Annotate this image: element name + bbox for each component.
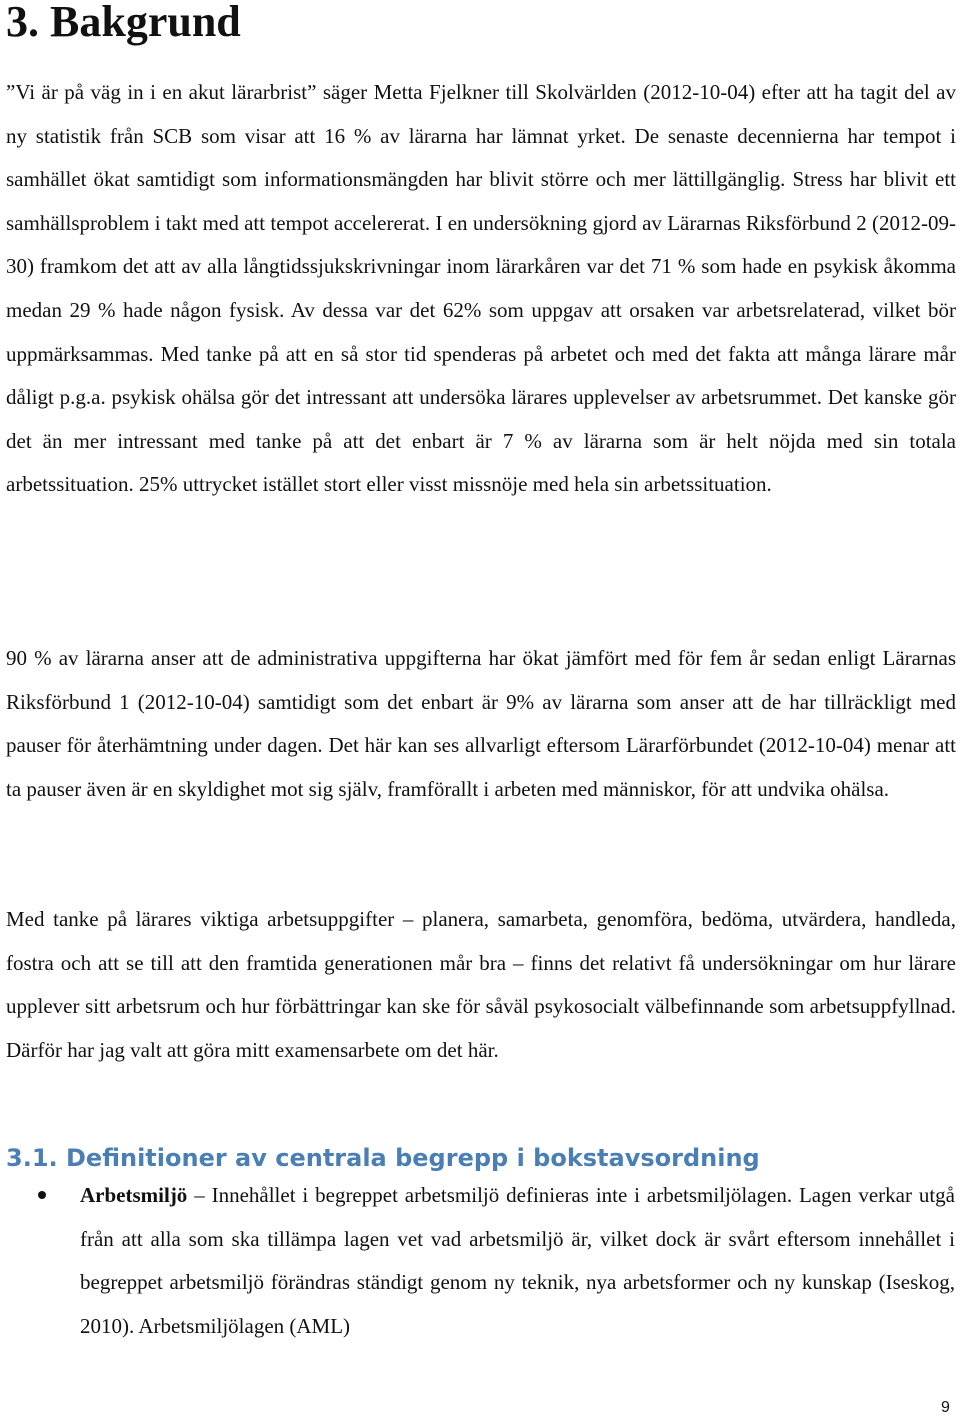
definition-list (0, 1174, 960, 1348)
body-paragraph: ”Vi är på väg in i en akut lärarbrist” säger Metta Fjelkner till Skolvärlden (2012-10-04) efter att ha tagit del av ny statistik från SCB som visar att 16 % av lärarna har lämnat yrket. De senaste decennierna har tempot i samhället ökat samtidigt som informationsmängden har blivit större och mer lättillgänglig. Stress har blivit ett samhällsproblem i takt med att tempot accelererat. I en undersökning gjord av Lärarnas Riksförbund 2 (2012-09-30) framkom det att av alla långtidssjukskrivningar inom lärarkåren var det 71 % som hade en psykisk åkomma medan 29 % hade någon fysisk. Av dessa var det 62% som uppgav att orsaken var arbetsrelaterad, vilket bör uppmärksammas. Med tanke på att en så stor tid spenderas på arbetet och med det fakta att många lärare mår dåligt p.g.a. psykisk ohälsa gör det intressant att undersöka lärares upplevelser av arbetsrummet. Det kanske gör det än mer intressant med tanke på att det enbart är 7 % av lärarna som är helt nöjda med sin totala arbetssituation. 25% uttrycket istället stort eller visst missnöje med hela sin arbetssituation. (6, 80, 956, 497)
page-number: 9 (941, 1399, 950, 1416)
body-paragraph: 90 % av lärarna anser att de administrativa uppgifterna har ökat jämfört med för fem år sedan enligt Lärarnas Riksförbund 1 (2012-10-04) samtidigt som det enbart är 9% av lärarna som anser att de har tillräckligt med pauser för återhämtning under dagen. Det här kan ses allvarligt eftersom Lärarförbundet (2012-10-04) menar att ta pauser även är en skyldighet mot sig själv, framförallt i arbeten med människor, för att undvika ohälsa. (6, 646, 956, 801)
body-paragraph: Med tanke på lärares viktiga arbetsuppgifter – planera, samarbeta, genomföra, bedöma, utvärdera, handleda, fostra och att se till att den framtida generationen mår bra – finns det relativt få undersökningar om hur lärare upplever sitt arbetsrum och hur förbättringar kan ske för såväl psykosocialt välbefinnande som arbetsuppfyllnad. Därför har jag valt att göra mitt examensarbete om det här. (6, 907, 956, 1062)
section-heading: 3. Bakgrund (6, 0, 241, 46)
bullet-icon (38, 1191, 46, 1199)
definition-text (80, 1174, 955, 1348)
definition-item (0, 1174, 960, 1348)
definition-body: – Innehållet i begreppet arbetsmiljö definieras inte i arbetsmiljölagen. Lagen verkar utgå från att alla som ska tillämpa lagen vet vad arbetsmiljö är, vilket dock är svårt eftersom innehållet i begreppet arbetsmiljö förändras ständigt genom ny teknik, nya arbetsformer och ny kunskap (Iseskog, 2010). Arbetsmiljölagen (AML) (80, 1183, 955, 1338)
subsection-heading: 3.1. Definitioner av centrala begrepp i bokstavsordning (6, 1144, 760, 1172)
definition-term: Arbetsmiljö (80, 1183, 188, 1207)
